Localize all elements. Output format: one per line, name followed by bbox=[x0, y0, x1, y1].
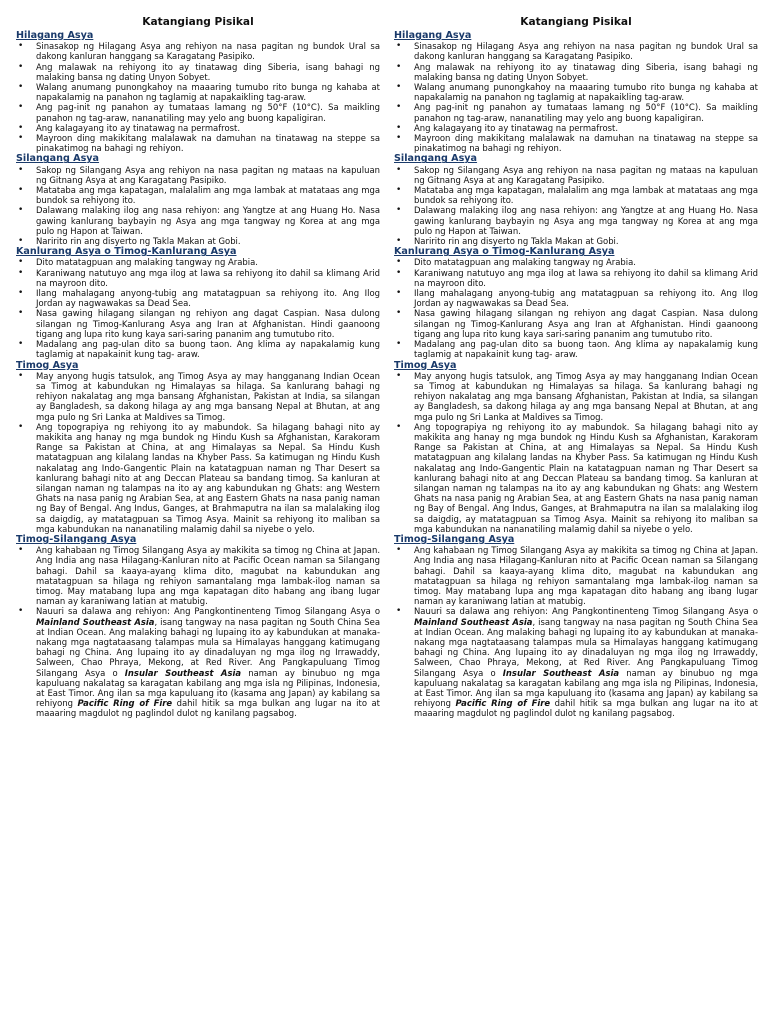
bullet-item: • May anyong hugis tatsulok, ang Timog Asya ay may hangganang Indian Ocean sa Timog at kabundukan ng Himalayas sa hilaga. Sa kanlurang bahagi ng rehiyon nakalatag ang mga bansang Afghanistan, Pakistan at India, sa silangan ay Bangladesh, sa dakong hilaga ay ang mga bansang Nepal at Bhutan, at ang mga pulo ng Sri Lanka at Maldives sa Timog. bbox=[394, 371, 758, 422]
section-heading-timog-silangang-asya: Timog-Silangang Asya bbox=[16, 533, 137, 545]
bullet-list-hilagang-asya bbox=[394, 41, 758, 153]
bullet-item: • Sinasakop ng Hilagang Asya ang rehiyon na nasa pagitan ng bundok Ural sa dakong kanluran hanggang sa Karagatang Pasipiko. bbox=[16, 41, 380, 61]
bullet-item: • Ang pag-init ng panahon ay tumataas lamang ng 50°F (10°C). Sa maikling panahon ng tag-araw, nananatiling may yelo ang buong kapaligiran. bbox=[394, 102, 758, 122]
bullet-list-silangang-asya bbox=[16, 165, 380, 247]
bullet-item: • Walang anumang punongkahoy na maaaring tumubo rito bunga ng kahaba at napakalamig na panahon ng taglamig at napakaikling tag-araw. bbox=[16, 82, 380, 102]
section-heading-kanlurang-asya: Kanlurang Asya o Timog-Kanlurang Asya bbox=[16, 246, 237, 258]
bullet-item: • Matataba ang mga kapatagan, malalalim ang mga lambak at matataas ang mga bundok sa rehiyong ito. bbox=[16, 185, 380, 205]
bullet-item: • Nasa gawing hilagang silangan ng rehiyon ang dagat Caspian. Nasa dulong silangan ng Timog-Kanlurang Asya ang Iran at Afghanistan. Hindi gaanoong tigang ang lupa rito kung kaya sari-saring pananim ang tumutubo rito. bbox=[394, 308, 758, 339]
emphasized-term: Pacific Ring of Fire bbox=[455, 698, 551, 709]
bullet-item: • Ang pag-init ng panahon ay tumataas lamang ng 50°F (10°C). Sa maikling panahon ng tag-araw, nananatiling may yelo ang buong kapaligiran. bbox=[16, 102, 380, 122]
bullet-item: • Ilang mahalagang anyong-tubig ang matatagpuan sa rehiyong ito. Ang Ilog Jordan ay nagwawakas sa Dead Sea. bbox=[394, 288, 758, 308]
bullet-item: • Ang topograpiya ng rehiyong ito ay mabundok. Sa hilagang bahagi nito ay makikita ang hanay ng mga bundok ng Hindu Kush sa Afghanistan, Karakoram Range sa Pakistan at China, at ang Himalayas sa Nepal. Sa Hindu Kush matatagpuan ang kilalang landas na Khyber Pass. Sa katimugan ng Hindu Kush nakalatag ang Indo-Gangentic Plain na katatagpuan naman ng Thar Desert sa kanlurang bahagi nito at ang Deccan Plateau sa bandang timog. Sa kanluran at silangan naman ng talampas na ito ay ang kabundukan ng Ghats: ang Western Ghats na nasa panig ng Arabian Sea, at ang Eastern Ghats na nasa panig naman ng Bay of Bengal. Ang Indus, Ganges, at Brahmaputra na ilan sa malalaking ilog sa daigdig, ay matatagpuan sa Timog Asya. Mainit sa rehiyong ito maliban sa mga kabundukan na nananatiling malamig dahil sa niyebe o yelo. bbox=[394, 422, 758, 534]
section-heading-timog-silangang-asya: Timog-Silangang Asya bbox=[394, 533, 515, 545]
right-column bbox=[394, 16, 758, 1024]
bullet-item: • Madalang ang pag-ulan dito sa buong taon. Ang klima ay napakalamig kung taglamig at napakainit kung tag- araw. bbox=[394, 339, 758, 359]
bullet-item: • Sinasakop ng Hilagang Asya ang rehiyon na nasa pagitan ng bundok Ural sa dakong kanluran hanggang sa Karagatang Pasipiko. bbox=[394, 41, 758, 61]
bullet-item: • Ang kalagayang ito ay tinatawag na permafrost. bbox=[16, 123, 380, 133]
bullet-item: • Matataba ang mga kapatagan, malalalim ang mga lambak at matataas ang mga bundok sa rehiyong ito. bbox=[394, 185, 758, 205]
bullet-item: • Mayroon ding makikitang malalawak na damuhan na tinatawag na steppe sa pinakatimog na bahagi ng rehiyon. bbox=[394, 133, 758, 153]
bullet-item: • Ang malawak na rehiyong ito ay tinatawag ding Siberia, isang bahagi ng malaking bansa ng dating Unyon Sobyet. bbox=[16, 62, 380, 82]
left-column bbox=[16, 16, 380, 1024]
bullet-item: • Sakop ng Silangang Asya ang rehiyon na nasa pagitan ng mataas na kapuluan ng Gitnang Asya at ang Karagatang Pasipiko. bbox=[16, 165, 380, 185]
bullet-list-hilagang-asya bbox=[16, 41, 380, 153]
section-heading-kanlurang-asya: Kanlurang Asya o Timog-Kanlurang Asya bbox=[394, 246, 615, 258]
section-heading-silangang-asya: Silangang Asya bbox=[16, 153, 100, 165]
section-heading-hilagang-asya: Hilagang Asya bbox=[16, 30, 94, 41]
bullet-item: • Dalawang malaking ilog ang nasa rehiyon: ang Yangtze at ang Huang Ho. Nasa gawing kanlurang baybayin ng Asya ang mga tangway ng Korea at ang mga pulo ng Hapon at Taiwan. bbox=[394, 205, 758, 236]
bullet-item: • Ang malawak na rehiyong ito ay tinatawag ding Siberia, isang bahagi ng malaking bansa ng dating Unyon Sobyet. bbox=[394, 62, 758, 82]
bullet-item: • Mayroon ding makikitang malalawak na damuhan na tinatawag na steppe sa pinakatimog na bahagi ng rehiyon. bbox=[16, 133, 380, 153]
bullet-item: • Dito matatagpuan ang malaking tangway ng Arabia. bbox=[16, 257, 380, 267]
bullet-item: • Naririto rin ang disyerto ng Takla Makan at Gobi. bbox=[16, 236, 380, 246]
bullet-item: • Ang kahabaan ng Timog Silangang Asya ay makikita sa timog ng China at Japan. Ang India ang nasa Hilagang-Kanluran nito at Pacific Ocean naman sa Silangang bahagi. Dahil sa kaaya-ayang klima dito, magubat na kabundukan ang matatagpuan sa hilaga ng rehiyon samantalang mga lambak-ilog naman sa timog. May matabang lupa ang mga kapatagan dito habang ang ibang lugar naman ay karaniwang latian at matubig. bbox=[394, 545, 758, 606]
bullet-item: • Nauuri sa dalawa ang rehiyon: Ang Pangkontinenteng Timog Silangang Asya o Mainland Southeast Asia, isang tangway na nasa pagitan ng South China Sea at Indian Ocean. Ang malaking bahagi ng lupaing ito ay kabundukan at manaka-nakang mga nagtataasang talampas mula sa Himalayas hanggang katimugang bahagi ng China. Ang lupaing ito ay dinadaluyan ng mga ilog ng Irrawaddy, Salween, Chao Phraya, Mekong, at Red River. Ang Pangkapuluang Timog Silangang Asya o Insular Southeast Asia naman ay binubuo ng mga kapuluang nakalatag sa karagatan kabilang ang mga isla ng Pilipinas, Indonesia, at East Timor. Ang ilan sa mga kapuluang ito (kasama ang Japan) ay kabilang sa rehiyong Pacific Ring of Fire dahil hitik sa mga bulkan ang lugar na ito at maaaring magdulot ng paglindol dulot ng kanilang pagsabog. bbox=[16, 606, 380, 718]
bullet-item: • Walang anumang punongkahoy na maaaring tumubo rito bunga ng kahaba at napakalamig na panahon ng taglamig at napakaikling tag-araw. bbox=[394, 82, 758, 102]
page-title-duplicate: Katangiang Pisikal bbox=[520, 16, 632, 28]
bullet-list-timog-silangang-asya bbox=[394, 545, 758, 718]
bullet-item: • May anyong hugis tatsulok, ang Timog Asya ay may hangganang Indian Ocean sa Timog at kabundukan ng Himalayas sa hilaga. Sa kanlurang bahagi ng rehiyon nakalatag ang mga bansang Afghanistan, Pakistan at India, sa silangan ay Bangladesh, sa dakong hilaga ay ang mga bansang Nepal at Bhutan, at ang mga pulo ng Sri Lanka at Maldives sa Timog. bbox=[16, 371, 380, 422]
bullet-item: • Karaniwang natutuyo ang mga ilog at lawa sa rehiyong ito dahil sa klimang Arid na mayroon dito. bbox=[394, 268, 758, 288]
emphasized-term: Mainland Southeast Asia bbox=[36, 616, 155, 627]
bullet-list-kanlurang-asya bbox=[16, 257, 380, 359]
bullet-item: • Karaniwang natutuyo ang mga ilog at lawa sa rehiyong ito dahil sa klimang Arid na mayroon dito. bbox=[16, 268, 380, 288]
bullet-item: • Madalang ang pag-ulan dito sa buong taon. Ang klima ay napakalamig kung taglamig at napakainit kung tag- araw. bbox=[16, 339, 380, 359]
bullet-item: • Ang topograpiya ng rehiyong ito ay mabundok. Sa hilagang bahagi nito ay makikita ang hanay ng mga bundok ng Hindu Kush sa Afghanistan, Karakoram Range sa Pakistan at China, at ang Himalayas sa Nepal. Sa Hindu Kush matatagpuan ang kilalang landas na Khyber Pass. Sa katimugan ng Hindu Kush nakalatag ang Indo-Gangentic Plain na katatagpuan naman ng Thar Desert sa kanlurang bahagi nito at ang Deccan Plateau sa bandang timog. Sa kanluran at silangan naman ng talampas na ito ay ang kabundukan ng Ghats: ang Western Ghats na nasa panig ng Arabian Sea, at ang Eastern Ghats na nasa panig naman ng Bay of Bengal. Ang Indus, Ganges, at Brahmaputra na ilan sa malalaking ilog sa daigdig, ay matatagpuan sa Timog Asya. Mainit sa rehiyong ito maliban sa mga kabundukan na nananatiling malamig dahil sa niyebe o yelo. bbox=[16, 422, 380, 534]
bullet-item: • Ilang mahalagang anyong-tubig ang matatagpuan sa rehiyong ito. Ang Ilog Jordan ay nagwawakas sa Dead Sea. bbox=[16, 288, 380, 308]
section-heading-hilagang-asya: Hilagang Asya bbox=[394, 30, 472, 41]
emphasized-term: Insular Southeast Asia bbox=[124, 667, 242, 678]
bullet-item: • Sakop ng Silangang Asya ang rehiyon na nasa pagitan ng mataas na kapuluan ng Gitnang Asya at ang Karagatang Pasipiko. bbox=[394, 165, 758, 185]
bullet-item: • Naririto rin ang disyerto ng Takla Makan at Gobi. bbox=[394, 236, 758, 246]
section-heading-timog-asya: Timog Asya bbox=[16, 359, 79, 371]
page-title: Katangiang Pisikal bbox=[142, 16, 254, 28]
bullet-item: • Ang kalagayang ito ay tinatawag na permafrost. bbox=[394, 123, 758, 133]
bullet-item: • Dalawang malaking ilog ang nasa rehiyon: ang Yangtze at ang Huang Ho. Nasa gawing kanlurang baybayin ng Asya ang mga tangway ng Korea at ang mga pulo ng Hapon at Taiwan. bbox=[16, 205, 380, 236]
bullet-item: • Ang kahabaan ng Timog Silangang Asya ay makikita sa timog ng China at Japan. Ang India ang nasa Hilagang-Kanluran nito at Pacific Ocean naman sa Silangang bahagi. Dahil sa kaaya-ayang klima dito, magubat na kabundukan ang matatagpuan sa hilaga ng rehiyon samantalang mga lambak-ilog naman sa timog. May matabang lupa ang mga kapatagan dito habang ang ibang lugar naman ay karaniwang latian at matubig. bbox=[16, 545, 380, 606]
bullet-list-silangang-asya bbox=[394, 165, 758, 247]
bullet-item: • Nauuri sa dalawa ang rehiyon: Ang Pangkontinenteng Timog Silangang Asya o Mainland Southeast Asia, isang tangway na nasa pagitan ng South China Sea at Indian Ocean. Ang malaking bahagi ng lupaing ito ay kabundukan at manaka-nakang mga nagtataasang talampas mula sa Himalayas hanggang katimugang bahagi ng China. Ang lupaing ito ay dinadaluyan ng mga ilog ng Irrawaddy, Salween, Chao Phraya, Mekong, at Red River. Ang Pangkapuluang Timog Silangang Asya o Insular Southeast Asia naman ay binubuo ng mga kapuluang nakalatag sa karagatan kabilang ang mga isla ng Pilipinas, Indonesia, at East Timor. Ang ilan sa mga kapuluang ito (kasama ang Japan) ay kabilang sa rehiyong Pacific Ring of Fire dahil hitik sa mga bulkan ang lugar na ito at maaaring magdulot ng paglindol dulot ng kanilang pagsabog. bbox=[394, 606, 758, 718]
emphasized-term: Insular Southeast Asia bbox=[502, 667, 620, 678]
bullet-list-timog-asya bbox=[394, 371, 758, 534]
emphasized-term: Pacific Ring of Fire bbox=[77, 698, 173, 709]
section-heading-timog-asya: Timog Asya bbox=[394, 359, 457, 371]
section-heading-silangang-asya: Silangang Asya bbox=[394, 153, 478, 165]
bullet-list-kanlurang-asya bbox=[394, 257, 758, 359]
bullet-item: • Dito matatagpuan ang malaking tangway ng Arabia. bbox=[394, 257, 758, 267]
bullet-list-timog-asya bbox=[16, 371, 380, 534]
bullet-item: • Nasa gawing hilagang silangan ng rehiyon ang dagat Caspian. Nasa dulong silangan ng Timog-Kanlurang Asya ang Iran at Afghanistan. Hindi gaanoong tigang ang lupa rito kung kaya sari-saring pananim ang tumutubo rito. bbox=[16, 308, 380, 339]
bullet-list-timog-silangang-asya bbox=[16, 545, 380, 718]
emphasized-term: Mainland Southeast Asia bbox=[414, 616, 533, 627]
